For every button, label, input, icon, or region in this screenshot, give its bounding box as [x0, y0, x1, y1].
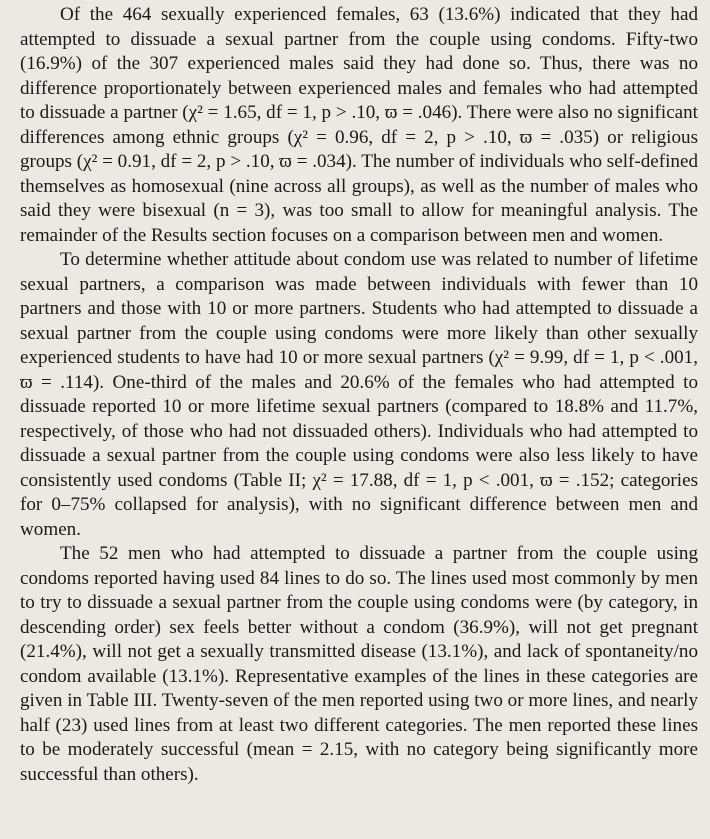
paragraph-lines-used: The 52 men who had attempted to dissuade a partner from the couple using condoms reported having used 84 lines to do so. The lines used most commonly by men to try to dissuade a sexual partner from the couple using condoms were (by category, in descending order) sex feels better without a condom (36.9%), will not get pregnant (21.4%), will not get a sexually transmitted disease (13.1%), and lack of spontaneity/no condom available (13.1%). Representative examples of the lines in these categories are given in Table III. Twenty-seven of the men reported using two or more lines, and nearly half (23) used lines from at least two different categories. The men reported these lines to be moderately successful (mean = 2.15, with no category being significantly more successful than others).	[20, 543, 698, 785]
paragraph-dissuasion-rates: Of the 464 sexually experienced females, 63 (13.6%) indicated that they had attempted to dissuade a sexual partner from the couple using condoms. Fifty-two (16.9%) of the 307 experienced males said they had done so. Thus, there was no difference proportionately between experienced males and females who had attempted to dissuade a partner (χ² = 1.65, df = 1, p > .10, ϖ = .046). There were also no significant differences among ethnic groups (χ² = 0.96, df = 2, p > .10, ϖ = .035) or religious groups (χ² = 0.91, df = 2, p > .10, ϖ = .034). The number of individuals who self-defined themselves as homosexual (nine across all groups), as well as the number of males who said they were bisexual (n = 3), was too small to allow for meaningful analysis. The remainder of the Results section focuses on a comparison between men and women.	[20, 4, 698, 246]
paragraph-lifetime-partners: To determine whether attitude about condom use was related to number of lifetime sexual partners, a comparison was made between individuals with fewer than 10 partners and those with 10 or more partners. Students who had attempted to dissuade a sexual partner from the couple using condoms were more likely than other sexually experienced students to have had 10 or more sexual partners (χ² = 9.99, df = 1, p < .001, ϖ = .114). One-third of the males and 20.6% of the females who had attempted to dissuade reported 10 or more lifetime sexual partners (compared to 18.8% and 11.7%, respectively, of those who had not dissuaded others). Individuals who had attempted to dissuade a sexual partner from the couple using condoms were also less likely to have consistently used condoms (Table II; χ² = 17.88, df = 1, p < .001, ϖ = .152; categories for 0–75% collapsed for analysis), with no significant difference between men and women.	[20, 249, 698, 540]
